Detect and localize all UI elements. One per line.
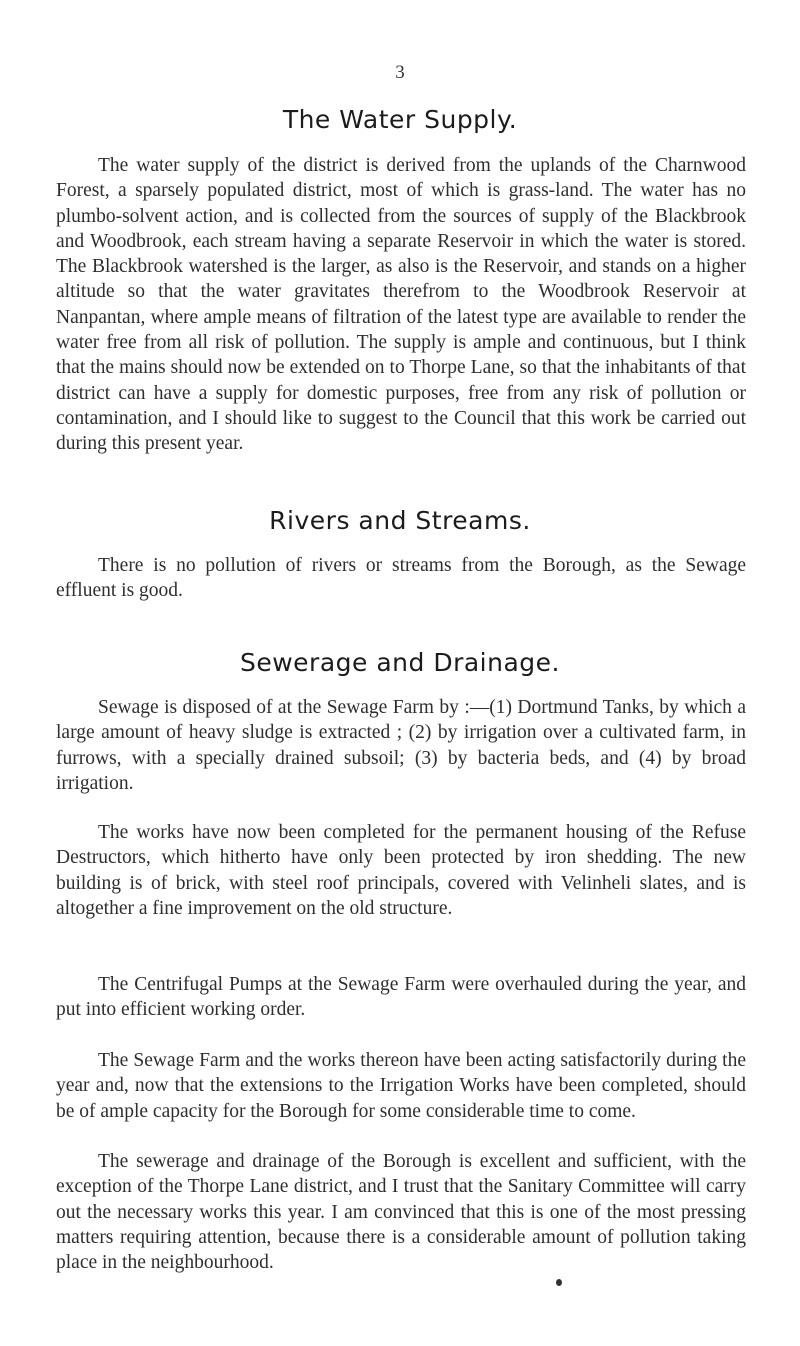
sewerage-paragraph-4: The Sewage Farm and the works thereon have been acting satisfactorily during the year and, now that the extensions to the Irrigation Works have been completed, should be of ample capacity for the Borough for some considerable time to come. xyxy=(56,1050,746,1122)
heading-water-supply: The Water Supply. xyxy=(282,105,518,134)
water-supply-paragraph: The water supply of the district is derived from the uplands of the Charnwood Forest, a sparsely populated district, most of which is grass-land. The water has no plumbo-solvent action, and is collected from the sources of supply of the Blackbrook and Woodbrook, each stream having a separate Reservoir in which the water is stored. The Blackbrook watershed is the larger, as also is the Reservoir, and stands on a higher altitude so that the water gravitates therefrom to the Woodbrook Reservoir at Nanpantan, where ample means of filtration of the latest type are available to render the water free from all risk of pollution. The supply is ample and continuous, but I think that the mains should now be extended on to Thorpe Lane, so that the inhabitants of that district can have a supply for domestic purposes, free from any risk of pollution or contamination, and I should like to suggest to the Council that this work be carried out during this present year. xyxy=(56,155,746,455)
heading-sewerage-drainage: Sewerage and Drainage. xyxy=(239,648,560,677)
heading-rivers-streams: Rivers and Streams. xyxy=(269,506,531,535)
sewerage-paragraph-1: Sewage is disposed of at the Sewage Farm by :—(1) Dortmund Tanks, by which a large amount of heavy sludge is extracted ; (2) by irrigation over a cultivated farm, in furrows, with a specially drained subsoil; (3) by bacteria beds, and (4) by broad irrigation. xyxy=(56,697,746,794)
ink-dot xyxy=(556,1279,562,1286)
sewerage-paragraph-5: The sewerage and drainage of the Borough is excellent and sufficient, with the exception of the Thorpe Lane district, and I trust that the Sanitary Committee will carry out the necessary works this year. I am convinced that this is one of the most pressing matters requiring attention, because there is a considerable amount of pollution taking place in the neighbourhood. xyxy=(56,1151,746,1274)
sewerage-paragraph-2: The works have now been completed for the permanent housing of the Refuse Destructors, which hitherto have only been protected by iron shedding. The new building is of brick, with steel roof principals, covered with Velinheli slates, and is altogether a fine improvement on the old structure. xyxy=(56,822,746,919)
sewerage-paragraph-3: The Centrifugal Pumps at the Sewage Farm were overhauled during the year, and put into efficient working order. xyxy=(56,974,746,1021)
rivers-streams-paragraph: There is no pollution of rivers or streams from the Borough, as the Sewage effluent is good. xyxy=(56,555,746,602)
page-number: 3 xyxy=(395,62,405,83)
